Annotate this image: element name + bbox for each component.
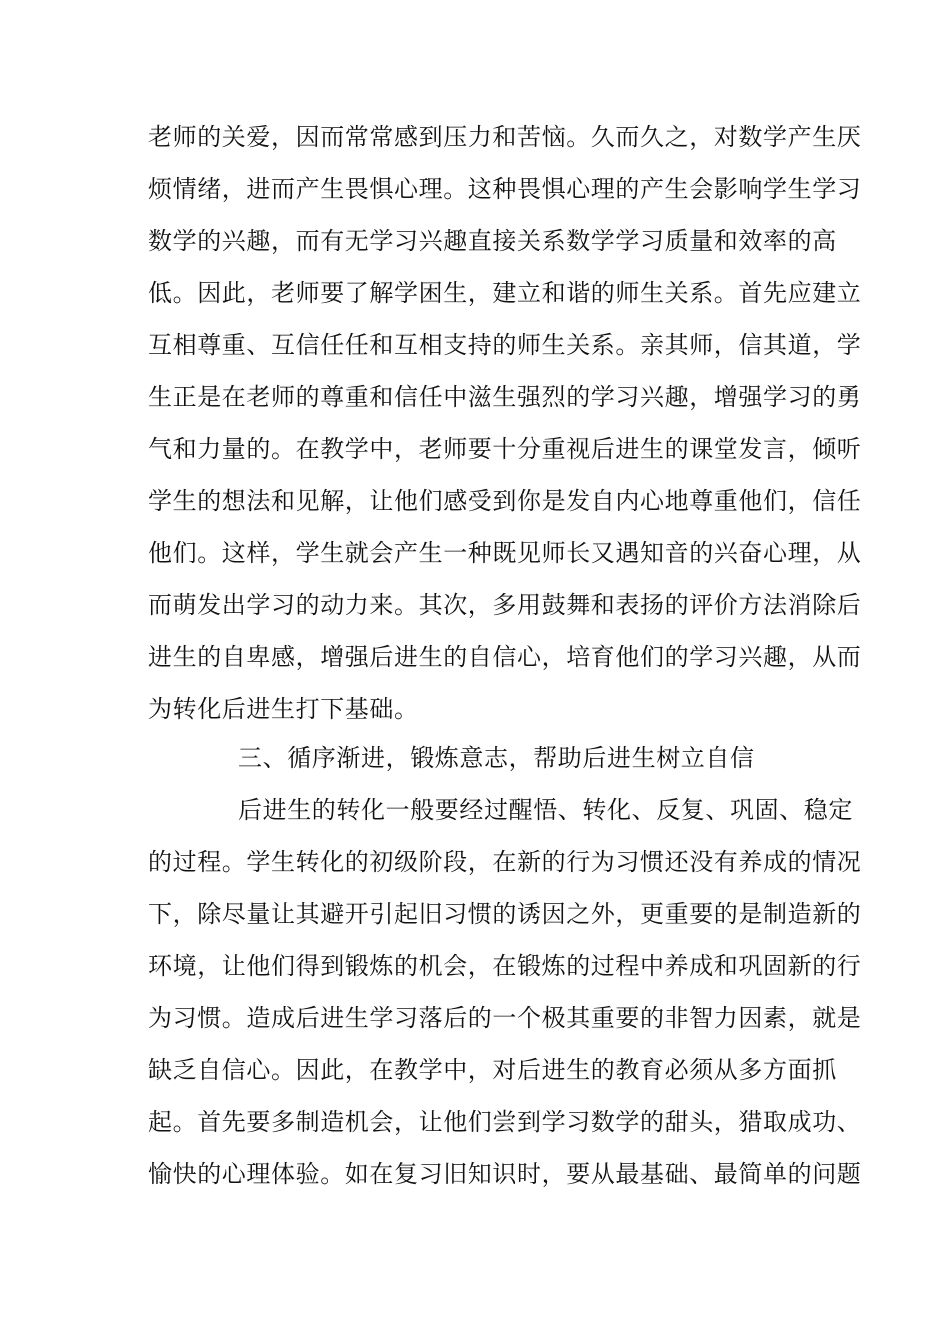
text-line: 生正是在老师的尊重和信任中滋生强烈的学习兴趣，增强学习的勇 (148, 383, 862, 411)
text-line: 缺乏自信心。因此，在教学中，对后进生的教育必须从多方面抓 (148, 1056, 837, 1084)
text-line: 起。首先要多制造机会，让他们尝到学习数学的甜头，猎取成功、 (148, 1108, 862, 1136)
text-line: 愉快的心理体验。如在复习旧知识时，要从最基础、最简单的问题 (148, 1160, 862, 1188)
text-line: 进生的自卑感，增强后进生的自信心，培育他们的学习兴趣，从而 (148, 643, 862, 671)
text-line: 学生的想法和见解，让他们感受到你是发自内心地尊重他们，信任 (148, 487, 862, 515)
text-line: 为习惯。造成后进生学习落后的一个极其重要的非智力因素，就是 (148, 1004, 862, 1032)
paragraph-first-line: 后进生的转化一般要经过醒悟、转化、反复、巩固、稳定 (238, 796, 853, 824)
text-line: 气和力量的。在教学中，老师要十分重视后进生的课堂发言，倾听 (148, 435, 862, 463)
text-line: 的过程。学生转化的初级阶段，在新的行为习惯还没有养成的情况 (148, 848, 862, 876)
text-line: 数学的兴趣，而有无学习兴趣直接关系数学学习质量和效率的高 (148, 227, 837, 255)
text-line: 老师的关爱，因而常常感到压力和苦恼。久而久之，对数学产生厌 (148, 123, 862, 151)
text-line: 互相尊重、互信任任和互相支持的师生关系。亲其师，信其道，学 (148, 331, 862, 359)
section-heading: 三、循序渐进，锻炼意志，帮助后进生树立自信 (238, 744, 755, 772)
text-line: 他们。这样，学生就会产生一种既见师长又遇知音的兴奋心理，从 (148, 539, 862, 567)
text-line: 低。因此，老师要了解学困生，建立和谐的师生关系。首先应建立 (148, 279, 862, 307)
text-line: 下，除尽量让其避开引起旧习惯的诱因之外，更重要的是制造新的 (148, 900, 862, 928)
text-line: 烦情绪，进而产生畏惧心理。这种畏惧心理的产生会影响学生学习 (148, 175, 862, 203)
text-line: 环境，让他们得到锻炼的机会，在锻炼的过程中养成和巩固新的行 (148, 952, 862, 980)
text-line: 而萌发出学习的动力来。其次，多用鼓舞和表扬的评价方法消除后 (148, 591, 862, 619)
text-line: 为转化后进生打下基础。 (148, 695, 419, 723)
